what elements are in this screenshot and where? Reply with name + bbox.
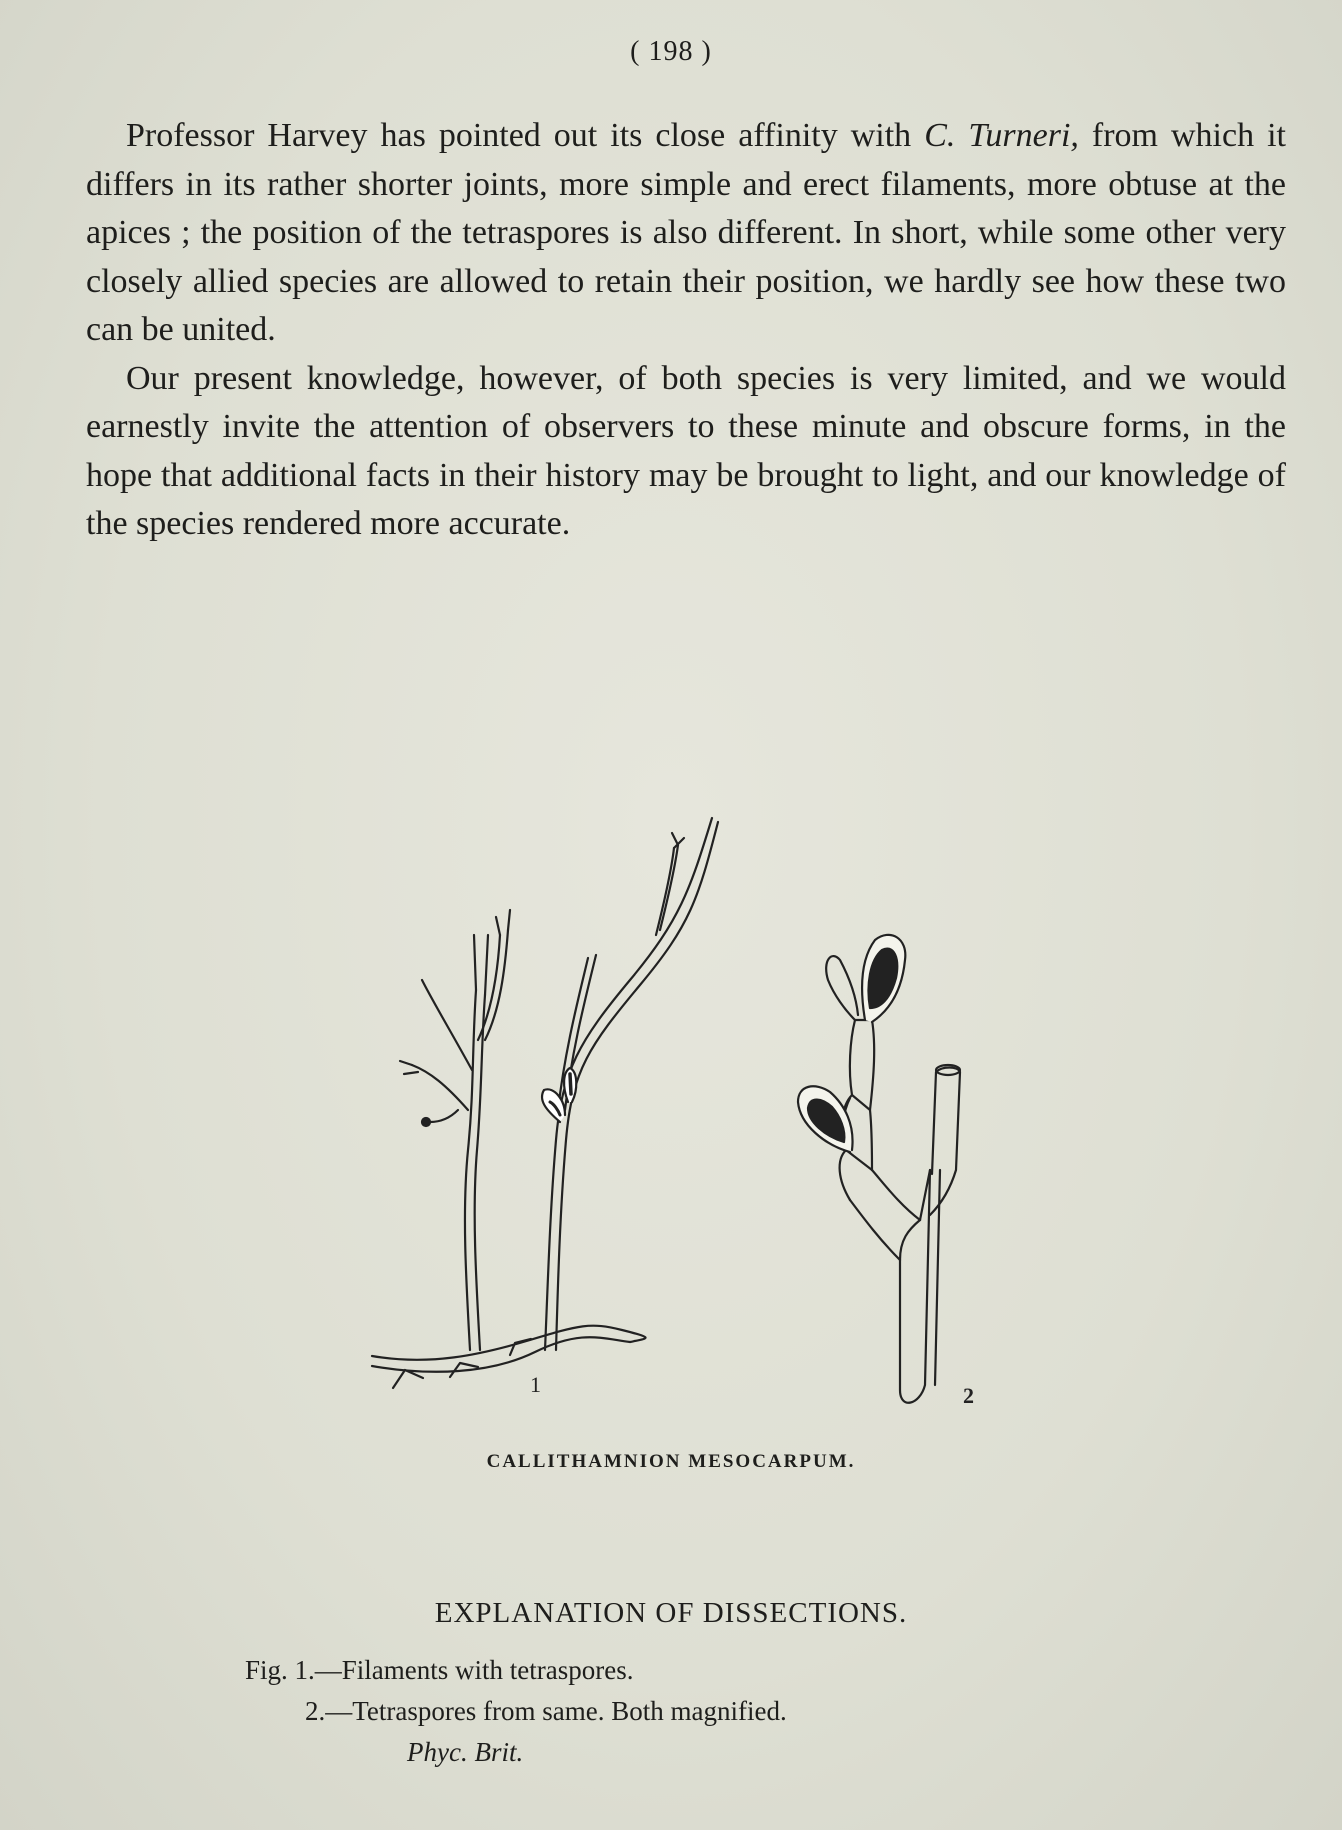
body-text bbox=[86, 112, 1286, 549]
figure-caption: CALLITHAMNION MESOCARPUM. bbox=[486, 1451, 856, 1472]
paragraph-1 bbox=[86, 112, 1286, 355]
explanation-line-2: 2.—Tetraspores from same. Both magnified. bbox=[305, 1696, 787, 1726]
explanation-line-1: Fig. 1.—Filaments with tetraspores. bbox=[245, 1655, 634, 1685]
paragraph-1-rest: from which it differs in its rather shorter joints, more simple and erect filaments, more obtuse at the apices ; the position of the tetraspores is also different. In short, while some other very closely allied species are allowed to retain their position, we hardly see how these two can be united. bbox=[86, 117, 1286, 348]
species-name: C. Turneri, bbox=[924, 117, 1079, 154]
page-number: ( 198 ) bbox=[630, 36, 712, 67]
explanation-heading: EXPLANATION OF DISSECTIONS. bbox=[434, 1597, 908, 1629]
figure-1-drawing bbox=[372, 818, 718, 1388]
illustration-svg bbox=[360, 810, 1020, 1430]
paragraph-1-lead: Professor Harvey has pointed out its close affinity with bbox=[126, 117, 925, 154]
paragraph-2: Our present knowledge, however, of both species is very limited, and we would earnestly invite the attention of observers to these minute and obscure forms, in the hope that additional facts in their history may be brought to light, and our knowledge of the species rendered more accurate. bbox=[86, 359, 1286, 542]
figure-2-drawing bbox=[798, 935, 960, 1403]
figure-1-label: 1 bbox=[530, 1372, 541, 1397]
figure-2-label: 2 bbox=[963, 1383, 974, 1408]
explanation-source: Phyc. Brit. bbox=[407, 1737, 524, 1767]
botanical-illustration bbox=[360, 810, 1020, 1430]
